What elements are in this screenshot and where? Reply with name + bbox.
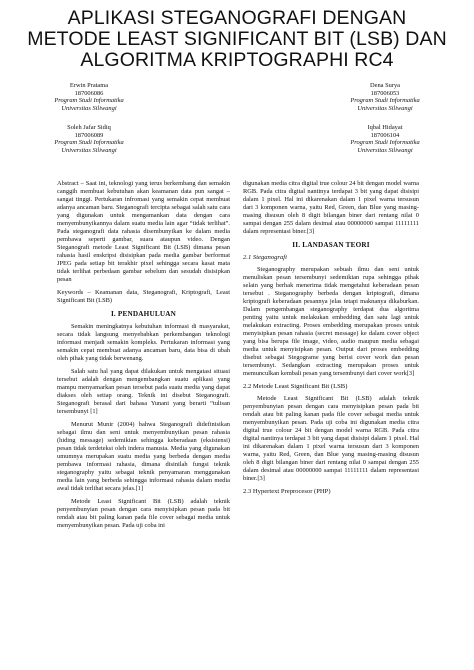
- author-id: 187006104: [370, 131, 400, 139]
- left-column: [57, 180, 230, 535]
- author-university: Universitas Siliwangi: [61, 146, 117, 154]
- author-name: Iqbal Hidayat: [367, 124, 403, 131]
- subsection-heading-steganografi: 2.1 Steganografi: [243, 254, 287, 261]
- author-program: Program Studi Informatika: [54, 97, 124, 105]
- keywords: Keywords – Keamanan data, Steganografi, Kriptografi, Least Significant Bit (LSB): [57, 289, 230, 304]
- author-id: 187006086: [74, 89, 104, 97]
- author-name: Erwin Pratama: [69, 82, 109, 89]
- right-column: [243, 180, 419, 500]
- author-program: Program Studi Informatika: [350, 97, 420, 105]
- author-block-3: [4, 124, 174, 154]
- author-block-1: [4, 82, 174, 112]
- paragraph: digunakan media citra digital true colour 24 bit dengan model warna RGB. Pada citra digital nantinya terdapat 3 bit yang dapat disisipi dalam 1 pixel. Hal ini dikarenakan dalam 1 pixel warna tersusun dari 3 komponen warna, yaitu Red, Green, dan Blue yang masing-masing disusun oleh 8 digit bilangan biner dari rentang nilai 0 sampai dengan 255 dalam desimal atau 00000000 sampai 11111111 dalam representasi biner.[3]: [243, 180, 419, 235]
- paragraph: Semakin meningkatnya kebutuhan informasi di masyarakat, secara tidak langsung menyebabkan perkembangan teknologi informasi menjadi semakin kompleks. Pertukaran informasi yang semakin cepat membuat adanya ancaman baru, data bisa di ubah oleh pihak yang tidak berwenang.: [57, 323, 230, 362]
- author-university: Universitas Siliwangi: [357, 146, 413, 154]
- title-line-3: ALGORITMA KRIPTOGRAPHI RC4: [80, 49, 394, 71]
- author-university: Universitas Siliwangi: [357, 104, 413, 112]
- paragraph: Menurut Munir (2004) bahwa Steganografi didefinisikan sebagai ilmu dan seni untuk menyembunyikan pesan rahasia (hiding message) sedemikian sehingga keberadaan (eksistensi) pesan tidak terdeteksi oleh indera manusia. Media yang digunakan umumnya merupakan suatu media yang berbeda dengan media pembawa informasi rahasia, dimana disinilah fungsi teknik steganography yaitu sebagai teknik penyamaran menggunakan media lain yang berbeda sehingga informasi rahasia dalam media awal tidak terlihat secara jelas.[1]: [57, 421, 230, 492]
- paragraph: Metode Least Significant Bit (LSB) adalah teknik penyembunyian pesan dengan cara menyisipkan pesan pada bit rendah atau bit paling kanan pada file cover sebagai media untuk menyembunyikan pesan. Pada uji coba ini digunakan media citra digital true colour 24 bit dengan model warna RGB. Pada citra digital nantinya terdapat 3 bit yang dapat disisipi dalam 1 pixel. Hal ini dikarenakan dalam 1 pixel warna tersusun dari 3 komponen warna, yaitu Red, Green, dan Blue yang masing-masing disusun oleh 8 digit bilangan biner dari rentang nilai 0 sampai dengan 255 dalam desimal atau 00000000 sampai 11111111 dalam representasi biner.[3]: [243, 395, 419, 482]
- author-name: Soleh Jafar Sidiq: [67, 124, 111, 131]
- subsection-heading-php: 2.3 Hypertext Preprocesor (PHP): [243, 488, 331, 495]
- author-program: Program Studi Informatika: [350, 139, 420, 147]
- author-name: Dena Surya: [370, 82, 400, 89]
- author-university: Universitas Siliwangi: [61, 104, 117, 112]
- subsection-heading-lsb: 2.2 Metode Least Significant Bit (LSB): [243, 383, 348, 390]
- author-block-4: [300, 124, 470, 154]
- paragraph: Salah satu hal yang dapat dilakukan untuk mengatasi situasi tersebut adalah dengan mengembangkan suatu aplikasi yang mampu menyamarkan pesan tersebut pada suatu media yang dapat diakses oleh setiap orang. Teknik ini disebut Steganografi. Steganografi berasal dari bahasa Yunani yang berarti “tulisan tersembunyi [1]: [57, 368, 230, 415]
- section-heading-pendahuluan: I. PENDAHULUAN: [110, 310, 177, 318]
- author-program: Program Studi Informatika: [54, 139, 124, 147]
- author-id: 187006053: [370, 89, 400, 97]
- section-heading-landasan-teori: II. LANDASAN TEORI: [292, 241, 370, 249]
- author-block-2: [300, 82, 470, 112]
- abstract: Abstract – Saat ini, teknologi yang terus berkembang dan semakin canggih membuat kebutuhan akan keamanan data pun sangat – sangat tinggi. Pertukaran infromasi yang semakin cepat membuat adanya ancaman baru. Steganografi tercipta sebagai salah satu cara yang digunakan untuk mengamankan data dengan cara menyembunyikannya dalam suatu media lain agar “tidak terlihat”. Pada steganografi data rahasia disembunyikan ke dalam media pembawa seperti gambar, suara ataupun video. Dengan Steganografi metode Least Significant Bit (LSB) dimana pesan rahasia hasil enskripsi disisipkan pada media gambar berformat JPEG pada setiap bit terakhir pixel sehingga secara kasat mata tidak terlihat perbedaan gambar sebelum dan sesudah disisipkan pesan: [57, 180, 230, 283]
- paper-title: [20, 8, 454, 71]
- paragraph: Steganography merupakan sebuah ilmu dan seni untuk menuliskan pesan tersembunyi sedemikian rupa sehingga pihak selain yang berhak menerima tidak mengetahui keberadaan pesan tersebut . Steganography berbeda dengan kriptografi, dimana kriptografi keberadaan pesannya jelas tetapi maknanya dikaburkan. Dalam pengembangan steganography terdapat dua algoritma penting yaitu untuk melakukan embedding dan satu lagi untuk melakukan extracting. Proses embedding merupakan proses untuk menyisipkan pesan rahasia (secret message) ke dalam cover object yang bisa berupa file image, video, audio maupun media sebagai media untuk menyisipkan pesan. Output dari proses embedding disebut sebagai Stegograme yang berisi cover work dan pesan tersembunyi. Sedangkan extracting merupakan proses untuk memunculkan kembali pesan yang tersembunyi dari cover work[3]: [243, 266, 419, 377]
- title-line-1: APLIKASI STEGANOGRAFI DENGAN: [67, 7, 407, 29]
- title-line-2: METODE LEAST SIGNIFICANT BIT (LSB) DAN: [27, 28, 447, 50]
- paragraph: Metode Least Significant Bit (LSB) adalah teknik penyembunyian pesan dengan cara menyisipkan pesan pada bit rendah atau bit paling kanan pada file cover sebagai media untuk menyembunyikan pesan. Pada uji coba ini: [57, 498, 230, 529]
- author-id: 187006089: [74, 131, 104, 139]
